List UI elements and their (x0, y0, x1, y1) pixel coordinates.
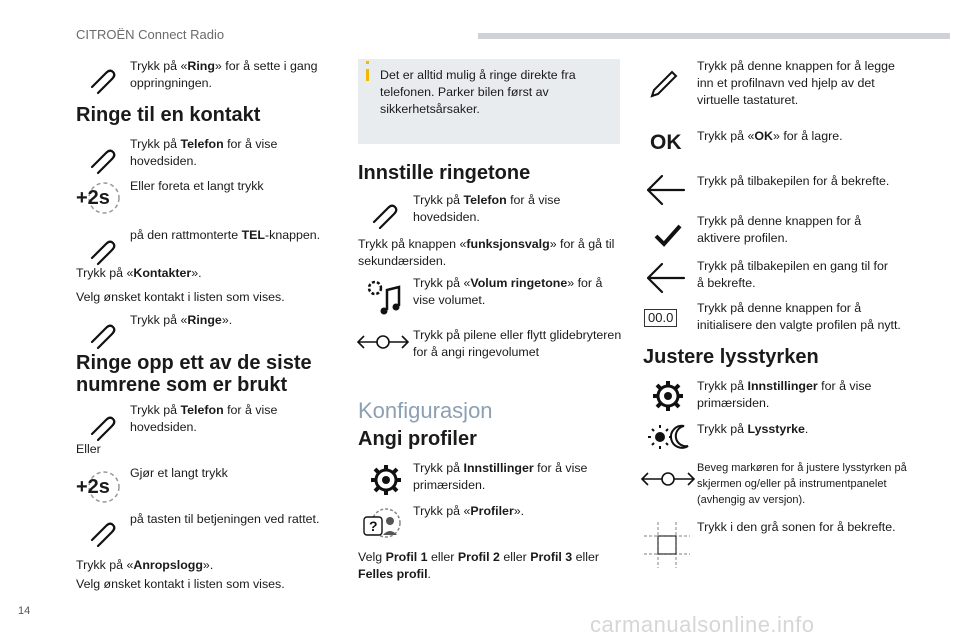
pencil-icon (86, 402, 130, 442)
instr-activate: Trykk på denne knappen for å aktivere profilen. (697, 214, 862, 245)
instr-back-1: Trykk på tilbakepilen for å bekrefte. (697, 174, 890, 188)
instr-long-press: Eller foreta et langt trykk (130, 179, 264, 193)
heading-brightness: Justere lysstyrken (643, 346, 819, 368)
brightness-icon (644, 420, 692, 460)
para-velg-kontakt-2: Velg ønsket kontakt i listen som vises. (76, 577, 285, 591)
gear-icon (648, 376, 692, 416)
back-arrow-icon (644, 258, 688, 298)
pencil-icon (646, 62, 690, 102)
pencil-icon (86, 310, 130, 350)
instr-back-2: Trykk på tilbakepilen en gang til for å bekrefte. (697, 259, 889, 290)
instr-telefon-3: Trykk på Telefon for å vise hovedsiden. (413, 193, 561, 224)
instr-reset: Trykk på denne knappen for å initialisere den valgte profilen på nytt. (697, 301, 901, 332)
para-kontakter: Trykk på «Kontakter». (76, 266, 202, 280)
slider-arrows-icon (640, 464, 696, 504)
ok-label: OK (650, 131, 682, 154)
svg-text:?: ? (369, 518, 378, 534)
heading-konfigurasjon: Konfigurasjon (358, 398, 493, 423)
instr-telefon-2: Trykk på Telefon for å vise hovedsiden. (130, 403, 278, 434)
instr-ringe: Trykk på «Ringe». (130, 313, 233, 327)
running-header: CITROËN Connect Radio (76, 27, 225, 42)
header-bar (478, 33, 950, 39)
pencil-icon (86, 508, 130, 548)
long-press-badge: +2s (76, 187, 110, 209)
heading-ringtone: Innstille ringetone (358, 162, 531, 184)
long-press-badge: +2s (76, 476, 110, 498)
grey-zone-icon (644, 522, 690, 568)
para-velg-kontakt: Velg ønsket kontakt i listen som vises. (76, 290, 285, 304)
instr-steering-key: på tasten til betjeningen ved rattet. (130, 512, 320, 526)
instr-telefon: Trykk på Telefon for å vise hovedsiden. (130, 137, 278, 168)
long-press-icon (74, 180, 126, 220)
instr-slider: Trykk på pilene eller flytt glidebryteren for å angi ringevolumet (413, 328, 622, 359)
profile-icon (360, 503, 404, 543)
gear-icon (366, 460, 410, 500)
instr-innstillinger: Trykk på Innstillinger for å vise primærsiden. (413, 461, 588, 492)
para-velg-profil: Velg Profil 1 eller Profil 2 eller Profil 3 eller Felles profil. (358, 550, 600, 581)
watermark: carmanualsonline.info (590, 612, 815, 637)
info-box (358, 59, 620, 144)
page-number: 14 (18, 605, 31, 617)
instr-ok: Trykk på «OK» for å lagre. (697, 129, 843, 143)
long-press-icon (74, 469, 126, 509)
back-arrow-icon (644, 170, 688, 210)
instr-lysstyrke: Trykk på Lysstyrke. (697, 422, 809, 436)
heading-call-contact: Ringe til en kontakt (76, 104, 261, 126)
info-text: Det er alltid mulig å ringe direkte fra telefonen. Parker bilen først av sikkerhetsårsaker. (380, 68, 576, 116)
pencil-icon (86, 226, 130, 266)
heading-recent-numbers: Ringe opp ett av de siste numrene som er brukt (76, 352, 312, 396)
instr-grey-zone: Trykk i den grå sonen for å bekrefte. (697, 520, 896, 534)
instr-long-press-2: Gjør et langt trykk (130, 466, 228, 480)
reset-value-box: 00.0 (644, 309, 677, 327)
instr-ring: Trykk på «Ring» for å sette i gang oppringningen. (130, 59, 318, 90)
slider-arrows-icon (356, 327, 410, 367)
instr-innstillinger-2: Trykk på Innstillinger for å vise primærsiden. (697, 379, 872, 410)
instr-tel-button: på den rattmonterte TEL-knappen. (130, 228, 321, 242)
info-icon (366, 69, 369, 81)
checkmark-icon (650, 218, 694, 258)
para-eller: Eller (76, 442, 101, 456)
para-funksjonsvalg: Trykk på knappen «funksjonsvalg» for å gå til sekundærsiden. (358, 237, 615, 268)
heading-profiles: Angi profiler (358, 428, 477, 450)
instr-profile-name: Trykk på denne knappen for å legge inn et profilnavn ved hjelp av det virtuelle tastaturet. (697, 59, 895, 107)
instr-volum-ringetone: Trykk på «Volum ringetone» for å vise volumet. (413, 276, 603, 307)
music-settings-icon (363, 276, 407, 316)
instr-brightness-slider: Beveg markøren for å justere lysstyrken på skjermen og/eller på instrumentpanelet (avhengig av versjon). (697, 462, 907, 506)
para-anropslogg: Trykk på «Anropslogg». (76, 558, 214, 572)
pencil-icon (86, 135, 130, 175)
instr-profiler: Trykk på «Profiler». (413, 504, 525, 518)
pencil-icon (368, 190, 412, 230)
pencil-icon (86, 55, 130, 95)
